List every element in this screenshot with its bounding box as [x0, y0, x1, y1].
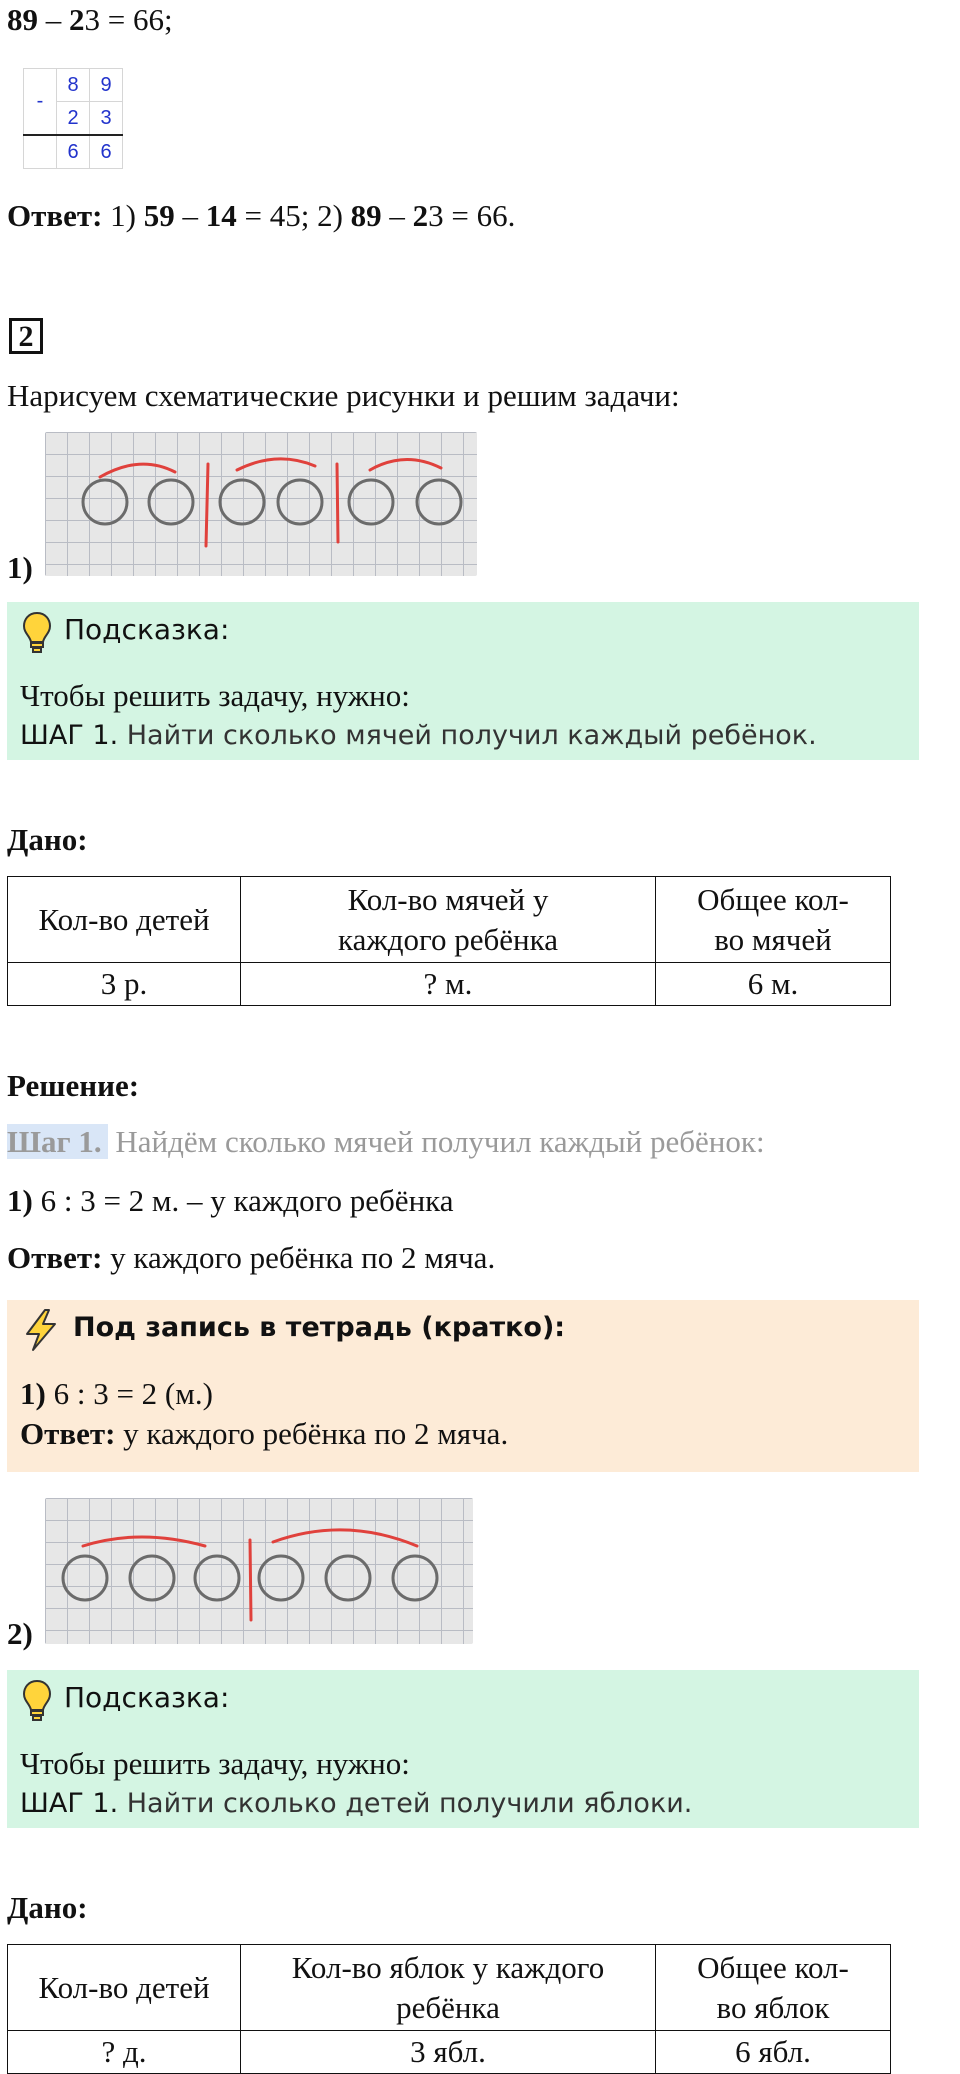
- calc-line: 1) 6 : 3 = 2 м. – у каждого ребёнка: [7, 1183, 454, 1218]
- part-label: 2): [7, 1616, 33, 1651]
- table-header: Общее кол-во яблок: [656, 1945, 891, 2031]
- digit: 2: [57, 102, 90, 136]
- digit: 8: [57, 69, 90, 102]
- digit: 9: [90, 69, 123, 102]
- hint-box: [7, 1670, 919, 1828]
- minus-sign: -: [24, 69, 57, 136]
- empty-cell: [24, 135, 57, 169]
- digit: 6: [90, 135, 123, 169]
- table-header: Кол-во детей: [8, 877, 241, 963]
- hint-title: Подсказка:: [64, 613, 230, 646]
- intro-text: Нарисуем схематические рисунки и решим задачи:: [7, 378, 680, 413]
- hint-line: Чтобы решить задачу, нужно:: [20, 678, 410, 713]
- table-cell: ? д.: [8, 2031, 241, 2074]
- column-subtraction: [23, 68, 123, 169]
- table-cell: 3 ябл.: [241, 2031, 656, 2074]
- sketch-image-2: [45, 1498, 473, 1644]
- digit: 3: [90, 102, 123, 136]
- table-header: Кол-во детей: [8, 1945, 241, 2031]
- equation-line: 89 – 23 = 66;: [7, 2, 173, 37]
- sketch-image-1: [45, 432, 477, 576]
- hint-step-label: ШАГ 1.: [20, 720, 119, 751]
- given-table: [7, 1944, 891, 2074]
- given-label: Дано:: [7, 822, 88, 857]
- given-table: [7, 876, 891, 1006]
- note-answer: Ответ: у каждого ребёнка по 2 мяча.: [20, 1416, 509, 1451]
- note-calc: 1) 6 : 3 = 2 (м.): [20, 1376, 213, 1411]
- hint-step: ШАГ 1. Найти сколько детей получили яблоки.: [20, 1788, 693, 1819]
- circles-sketch: [45, 1498, 473, 1644]
- digit: 6: [57, 135, 90, 169]
- table-cell: 6 ябл.: [656, 2031, 891, 2074]
- note-title: Под запись в тетрадь (кратко):: [73, 1312, 566, 1343]
- lightning-icon: [21, 1308, 61, 1352]
- hint-step: ШАГ 1. Найти сколько мячей получил каждый ребёнок.: [20, 720, 817, 751]
- table-header: Общее кол-во мячей: [656, 877, 891, 963]
- hint-line: Чтобы решить задачу, нужно:: [20, 1746, 410, 1781]
- step-label: Шаг 1.: [7, 1124, 108, 1159]
- given-label: Дано:: [7, 1890, 88, 1925]
- hint-step-label: ШАГ 1.: [20, 1788, 119, 1819]
- circles-sketch: [45, 432, 477, 576]
- part-label: 1): [7, 550, 33, 585]
- table-cell: 6 м.: [656, 963, 891, 1006]
- answer-line: Ответ: 1) 59 – 14 = 45; 2) 89 – 23 = 66.: [7, 198, 516, 233]
- table-cell: 3 р.: [8, 963, 241, 1006]
- table-cell: ? м.: [241, 963, 656, 1006]
- hint-box: [7, 602, 919, 760]
- notebook-box: [7, 1300, 919, 1472]
- step-line: Шаг 1. Найдём сколько мячей получил каждый ребёнок:: [7, 1124, 765, 1159]
- hint-title: Подсказка:: [64, 1681, 230, 1714]
- table-header: Кол-во яблок у каждого ребёнка: [241, 1945, 656, 2031]
- lightbulb-icon: [21, 1678, 53, 1722]
- answer-line: Ответ: у каждого ребёнка по 2 мяча.: [7, 1240, 496, 1275]
- solution-label: Решение:: [7, 1068, 140, 1103]
- task-number: 2: [9, 318, 43, 354]
- lightbulb-icon: [21, 610, 53, 654]
- table-header: Кол-во мячей у каждого ребёнка: [241, 877, 656, 963]
